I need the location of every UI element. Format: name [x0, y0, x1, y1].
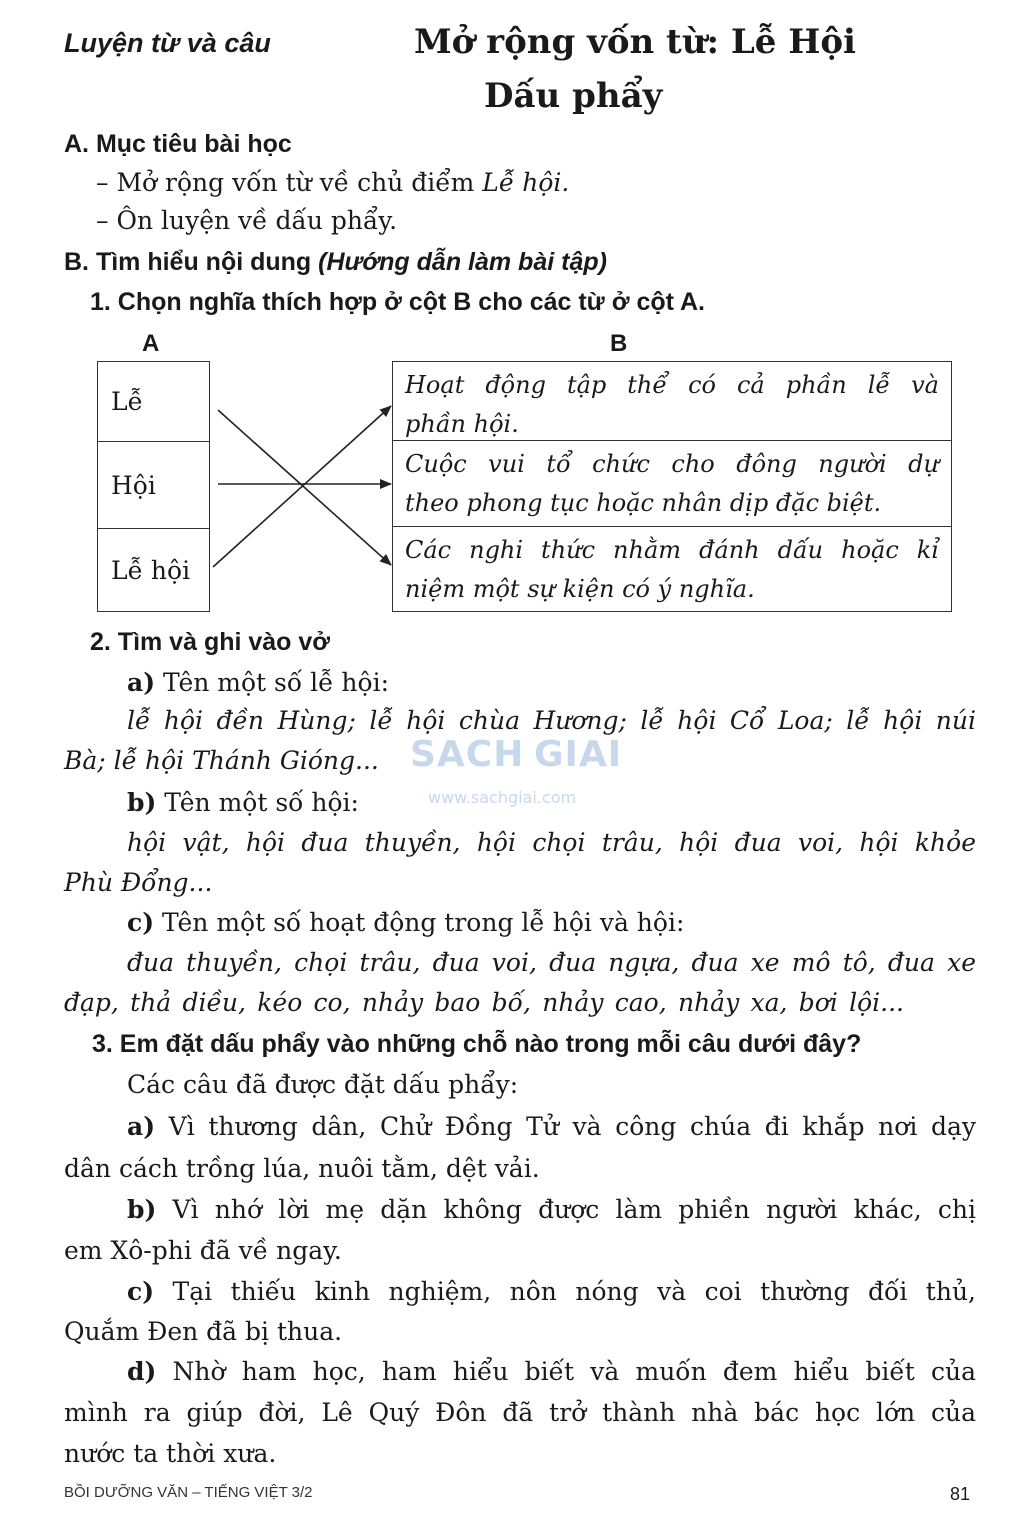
ex2-answer-c-line1: đua thuyền, chọi trâu, đua voi, đua ngựa, đua xe mô tô, đua xe — [127, 948, 976, 977]
arrow-le-to-meaning-3 — [218, 410, 391, 565]
matching-arrows — [0, 0, 1024, 700]
item-label: b) — [127, 1195, 157, 1224]
ex3-sentence-a-line1 — [127, 1112, 976, 1141]
goal-1-text: – Mở rộng vốn từ về chủ điểm — [96, 168, 483, 197]
column-b-meaning-line: phần hội. — [405, 410, 519, 438]
column-b-meaning-line: Các nghi thức nhằm đánh dấu hoặc kỉ — [405, 536, 939, 564]
ex2-item-b — [127, 788, 359, 817]
part-a-heading: A. Mục tiêu bài học — [64, 130, 292, 158]
page-number: 81 — [950, 1484, 971, 1504]
ex3-intro: Các câu đã được đặt dấu phẩy: — [127, 1070, 519, 1099]
ex3-sentence-c-line2: Quắm Đen đã bị thua. — [64, 1317, 343, 1346]
watermark-text-part2: GIAI — [534, 734, 623, 775]
watermark-logo — [408, 718, 628, 807]
column-a-word: Lễ — [111, 387, 143, 416]
item-label: a) — [127, 668, 156, 697]
ex2-item-c — [127, 908, 684, 937]
footer-book-title: BỒI DƯỠNG VĂN – TIẾNG VIỆT 3/2 — [64, 1484, 313, 1501]
item-text: Tên một số hoạt động trong lễ hội và hội: — [154, 908, 685, 937]
exercise-2-prompt: 2. Tìm và ghi vào vở — [90, 628, 331, 656]
column-b-meaning-line: Cuộc vui tổ chức cho đông người dự — [405, 450, 939, 478]
ex2-item-a — [127, 668, 389, 697]
item-label: c) — [127, 1277, 155, 1306]
part-b-heading-note: (Hướng dẫn làm bài tập) — [318, 248, 607, 276]
ex3-sentence-b-line1 — [127, 1195, 976, 1224]
ex3-sentence-c-line1 — [127, 1277, 976, 1306]
column-b-meaning-line: niệm một sự kiện có ý nghĩa. — [405, 575, 755, 603]
item-text: Tên một số lễ hội: — [155, 668, 390, 697]
section-label: Luyện từ và câu — [64, 28, 271, 58]
ex3-sentence-d-line2: mình ra giúp đời, Lê Quý Đôn đã trở thành nhà bác học lớn của — [64, 1398, 976, 1427]
exercise-1-prompt: 1. Chọn nghĩa thích hợp ở cột B cho các từ ở cột A. — [90, 288, 705, 316]
item-label: b) — [127, 788, 157, 817]
column-b-label: B — [610, 330, 628, 357]
column-a-label: A — [142, 330, 160, 357]
ex2-answer-a-line2: Bà; lễ hội Thánh Gióng... — [64, 746, 379, 775]
item-label: a) — [127, 1112, 156, 1141]
sentence-text: Tại thiếu kinh nghiệm, nôn nóng và coi thường đối thủ, — [154, 1277, 976, 1306]
part-b-heading-text: B. Tìm hiểu nội dung — [64, 248, 319, 276]
column-b-meaning-line: Hoạt động tập thể có cả phần lễ và — [405, 371, 939, 399]
lesson-title: Mở rộng vốn từ: Lễ Hội — [414, 22, 856, 62]
sentence-text: Vì nhớ lời mẹ dặn không được làm phiền người khác, chị — [156, 1195, 976, 1224]
ex2-answer-b-line2: Phù Đổng... — [64, 868, 213, 897]
ex3-sentence-d-line3: nước ta thời xưa. — [64, 1439, 277, 1468]
watermark-text-part1: SACH — [410, 734, 525, 775]
ex2-answer-b-line1: hội vật, hội đua thuyền, hội chọi trâu, hội đua voi, hội khỏe — [127, 828, 976, 857]
sentence-text: Nhờ ham học, ham hiểu biết và muốn đem hiểu biết của — [156, 1357, 976, 1386]
lesson-subtitle: Dấu phẩy — [484, 76, 663, 116]
item-text: Tên một số hội: — [156, 788, 359, 817]
item-label: d) — [127, 1357, 157, 1386]
ex2-answer-c-line2: đạp, thả diều, kéo co, nhảy bao bố, nhảy cao, nhảy xa, bơi lội... — [64, 988, 904, 1017]
goal-1-topic: Lễ hội. — [482, 168, 570, 197]
sentence-text: Vì thương dân, Chử Đồng Tử và công chúa đi khắp nơi dạy — [155, 1112, 976, 1141]
ex3-sentence-d-line1 — [127, 1357, 976, 1386]
ex3-sentence-b-line2: em Xô-phi đã về ngay. — [64, 1236, 342, 1265]
ex3-sentence-a-line2: dân cách trồng lúa, nuôi tằm, dệt vải. — [64, 1154, 540, 1183]
item-label: c) — [127, 908, 155, 937]
column-b-meaning-line: theo phong tục hoặc nhân dịp đặc biệt. — [405, 489, 882, 517]
column-a-word: Lễ hội — [111, 556, 191, 585]
column-a-word: Hội — [111, 470, 156, 500]
watermark-url: www.sachgiai.com — [428, 788, 577, 807]
goal-2: – Ôn luyện về dấu phẩy. — [96, 206, 398, 235]
ex2-answer-a-line1: lễ hội đền Hùng; lễ hội chùa Hương; lễ hội Cổ Loa; lễ hội núi — [127, 706, 976, 735]
exercise-3-prompt: 3. Em đặt dấu phẩy vào những chỗ nào trong mỗi câu dưới đây? — [92, 1030, 862, 1058]
